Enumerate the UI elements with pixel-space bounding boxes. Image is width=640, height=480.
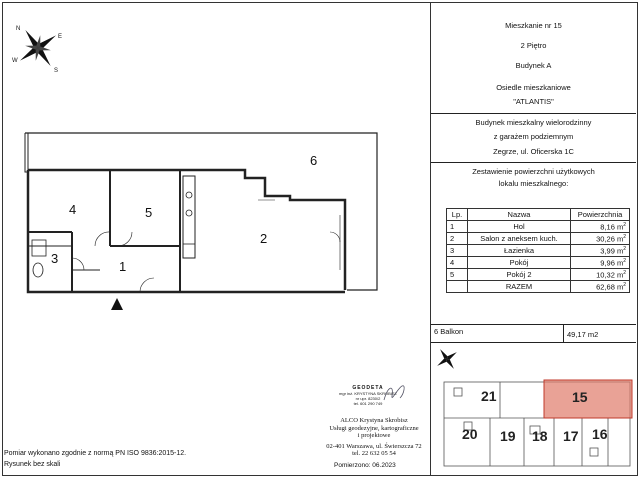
row-name: Łazienka xyxy=(468,245,571,257)
surveyor-company xyxy=(316,418,432,458)
company-services-2: i projektowe xyxy=(357,432,391,439)
estate-name: "ATLANTIS" xyxy=(513,97,554,106)
company-name: ALCO Krystyna Skrobisz xyxy=(340,417,408,424)
building-label: Budynek A xyxy=(515,61,552,70)
balcony-label: 6 Balkon xyxy=(434,327,464,336)
table-row xyxy=(447,257,630,269)
stamp-line3: tel. 601 290 749 xyxy=(353,401,383,406)
room-label-5: 5 xyxy=(145,205,153,220)
table-row xyxy=(447,245,630,257)
key-unit-18: 18 xyxy=(532,428,548,444)
key-unit-19: 19 xyxy=(500,428,516,444)
footer-scale-note: Rysunek bez skali xyxy=(4,461,61,468)
company-address: 02-401 Warszawa, ul. Świerszcza 72 xyxy=(326,442,422,450)
key-unit-21: 21 xyxy=(481,388,497,404)
apartment-number: Mieszkanie nr 15 xyxy=(505,21,562,30)
divider-line xyxy=(431,113,636,114)
row-area: 3,99 $m^2$ xyxy=(571,245,630,257)
row-lp: 5 xyxy=(447,269,468,281)
room-label-3: 3 xyxy=(51,251,59,266)
key-plan-compass-icon xyxy=(430,344,464,374)
summary-title-1: Zestawienie powierzchni użytkowych xyxy=(472,167,595,176)
floor-label: 2 Piętro xyxy=(520,41,547,50)
summary-title-2: lokalu mieszkalnego: xyxy=(498,179,569,188)
row-area: 9,96 $m^2$ xyxy=(571,257,630,269)
balcony-divider xyxy=(563,324,564,342)
key-unit-17: 17 xyxy=(563,428,579,444)
measurement-date: Pomierzono: 06.2023 xyxy=(334,462,396,469)
compass-n: N xyxy=(16,26,21,32)
col-name: Nazwa xyxy=(468,209,571,221)
col-area: Powierzchnia xyxy=(571,209,630,221)
divider-line xyxy=(431,162,636,163)
room-label-4: 4 xyxy=(69,202,77,217)
row-lp: 1 xyxy=(447,221,468,233)
row-lp: 3 xyxy=(447,245,468,257)
row-name: Hol xyxy=(468,221,571,233)
footer-norm-note: Pomiar wykonano zgodnie z normą PN ISO 9836:2015-12. xyxy=(4,450,187,457)
table-row xyxy=(447,233,630,245)
right-panel-divider xyxy=(430,2,431,476)
table-row xyxy=(447,221,630,233)
row-area: 8,16 $m^2$ xyxy=(571,221,630,233)
compass-w: W xyxy=(12,58,18,64)
compass-s: S xyxy=(54,68,59,74)
stamp-line1: mgr inż. KRYSTYNA SKROBISZ xyxy=(339,391,397,396)
room-label-2: 2 xyxy=(260,231,268,246)
garage-label: z garażem podziemnym xyxy=(493,132,574,141)
key-unit-16: 16 xyxy=(592,426,608,442)
company-phone: tel. 22 632 05 54 xyxy=(352,450,396,457)
stamp-line2: nr upr. 8230/2 xyxy=(355,396,381,401)
divider-line xyxy=(431,324,636,325)
row-name: Pokój xyxy=(468,257,571,269)
total-label: RAZEM xyxy=(468,281,571,293)
col-lp: Lp. xyxy=(447,209,468,221)
key-unit-15: 15 xyxy=(572,389,588,405)
row-area: 30,26 $m^2$ xyxy=(571,233,630,245)
compass-e: E xyxy=(58,34,63,40)
table-header-row xyxy=(447,209,630,221)
stamp-title: GEODETA xyxy=(352,385,384,391)
table-row xyxy=(447,269,630,281)
balcony-area: 49,17 m2 xyxy=(567,330,599,339)
building-type: Budynek mieszkalny wielorodzinny xyxy=(475,118,592,127)
key-plan xyxy=(440,372,636,472)
row-lp: 4 xyxy=(447,257,468,269)
signature-icon xyxy=(382,382,408,404)
row-area: 10,32 $m^2$ xyxy=(571,269,630,281)
row-lp: 2 xyxy=(447,233,468,245)
area-summary-table xyxy=(446,208,630,293)
room-label-6: 6 xyxy=(310,153,318,168)
table-total-row xyxy=(447,281,630,293)
row-name: Salon z aneksem kuch. xyxy=(468,233,571,245)
divider-line xyxy=(431,342,636,343)
address-label: Zegrze, ul. Oficerska 1C xyxy=(493,147,574,156)
floor-plan xyxy=(0,0,430,330)
room-label-1: 1 xyxy=(119,259,127,274)
row-name: Pokój 2 xyxy=(468,269,571,281)
key-unit-20: 20 xyxy=(462,426,478,442)
company-services: Usługi geodezyjne, kartograficzne xyxy=(329,424,419,432)
total-area: 62,68 $m^2$ xyxy=(571,281,630,293)
estate-label: Osiedle mieszkaniowe xyxy=(496,83,571,92)
